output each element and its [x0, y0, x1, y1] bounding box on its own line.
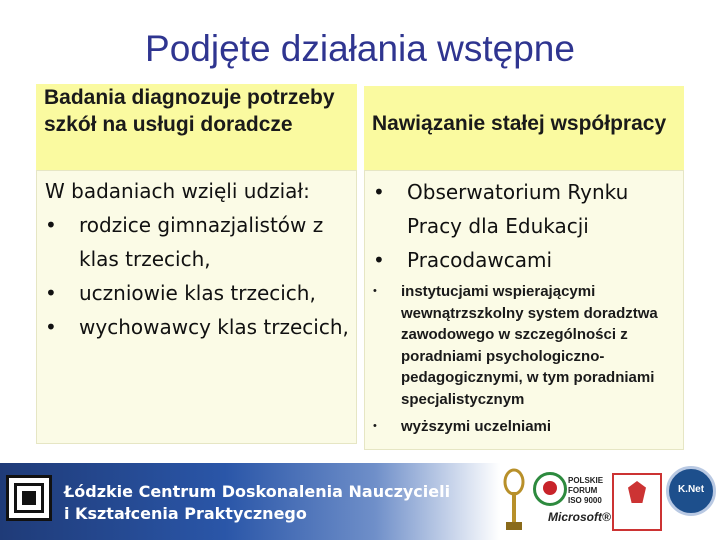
list-item: • rodzice gimnazjalistów z klas trzecich,	[45, 208, 356, 276]
institution-logo-icon	[6, 475, 52, 521]
bullet-icon: •	[45, 281, 57, 305]
right-column-heading: Nawiązanie stałej współpracy	[364, 86, 684, 170]
organization-name-line1: Łódzkie Centrum Doskonalenia Nauczycieli	[64, 482, 451, 501]
right-bullet-list-large	[373, 175, 683, 277]
left-column-panel	[36, 170, 357, 444]
microsoft-label: Microsoft®	[548, 510, 611, 524]
quality-certificate-icon	[533, 472, 567, 506]
knet-badge-icon: K.Net	[666, 466, 716, 516]
slide-title: Podjęte działania wstępne	[145, 28, 575, 69]
list-item: • Pracodawcami	[373, 243, 683, 277]
emblem-icon	[612, 473, 662, 531]
organization-name-line2: i Kształcenia Praktycznego	[64, 504, 307, 523]
bullet-icon: •	[373, 180, 385, 204]
right-bullet-list-small	[373, 281, 683, 438]
bullet-icon: •	[373, 248, 385, 272]
polskie-forum-label: POLSKIE FORUM ISO 9000	[568, 476, 604, 505]
bullet-icon: •	[45, 213, 57, 237]
list-item: • wyższymi uczelniami	[373, 416, 683, 438]
left-column-heading: Badania diagnozuje potrzeby szkół na usługi doradcze	[36, 84, 357, 170]
bullet-icon: •	[373, 420, 377, 432]
left-intro-text: W badaniach wzięli udział:	[45, 179, 310, 203]
list-item: • uczniowie klas trzecich,	[45, 276, 356, 310]
list-item: • wychowawcy klas trzecich,	[45, 310, 356, 344]
list-item: • Obserwatorium Rynku Pracy dla Edukacji	[373, 175, 683, 243]
left-bullet-list	[45, 208, 356, 344]
bullet-icon: •	[373, 285, 377, 297]
list-item: • instytucjami wspierającymi wewnątrzszkolny system doradztwa zawodowego w szczególności z poradniami psychologiczno-pedagogicznymi, w tym poradniami specjalistycznym	[373, 283, 658, 408]
trophy-icon	[500, 468, 528, 534]
right-column-panel	[364, 170, 684, 450]
bullet-icon: •	[45, 315, 57, 339]
